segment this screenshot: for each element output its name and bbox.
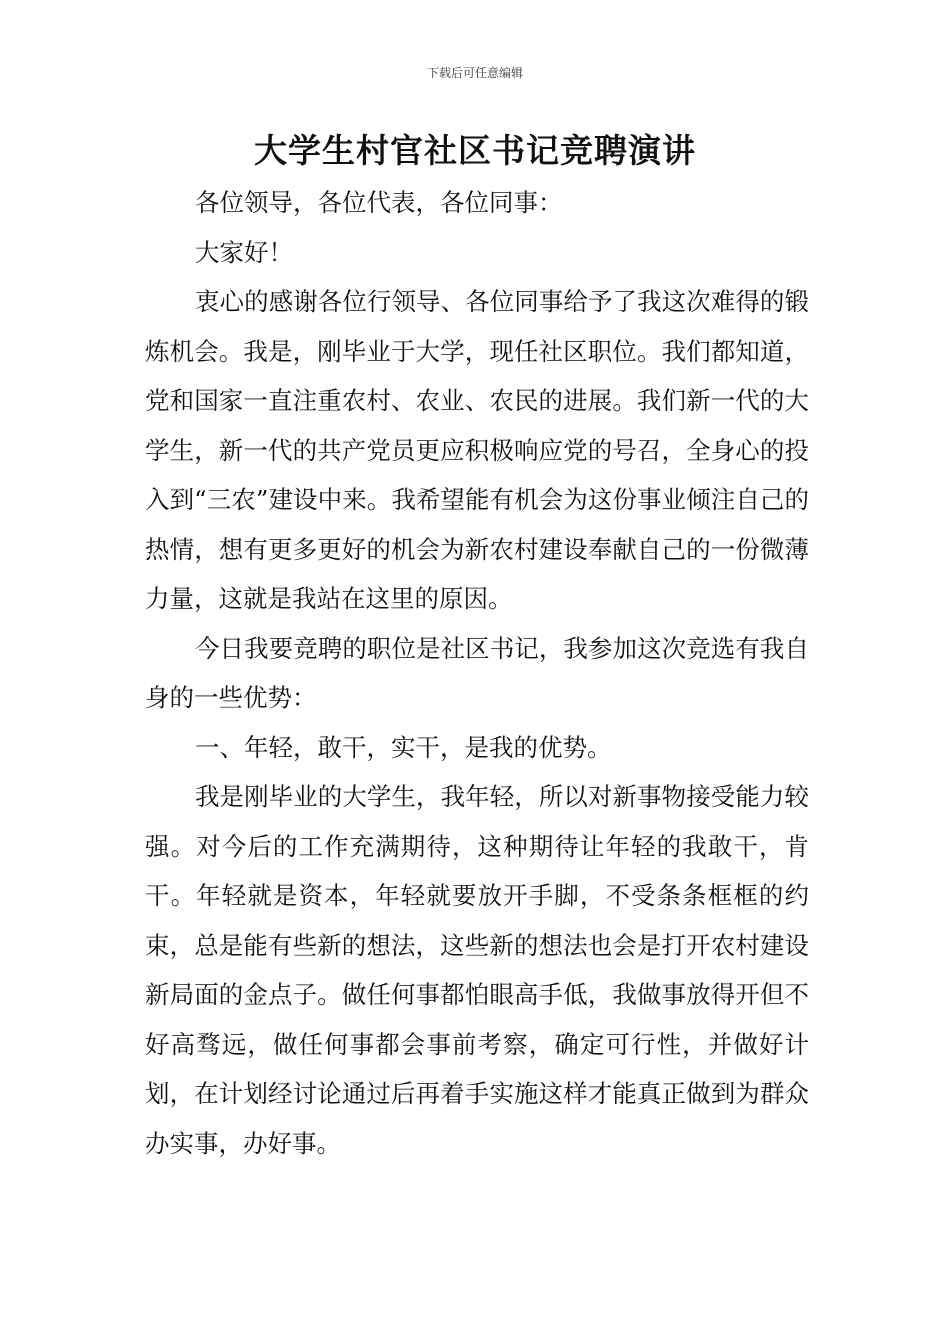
- header-note: 下载后可任意编辑: [426, 66, 523, 80]
- document-body: [145, 178, 809, 1168]
- paragraph-advantage-detail: 我是刚毕业的大学生，我年轻，所以对新事物接受能力较强。对今后的工作充满期待，这种期待让年轻的我敢干，肯干。年轻就是资本，年轻就要放开手脚，不受条条框框的约束，总是能有些新的想法，这些新的想法也会是打开农村建设新局面的金点子。做任何事都怕眼高手低，我做事放得开但不好高骛远，做任何事都会事前考察，确定可行性，并做好计划，在计划经讨论通过后再着手实施这样才能真正做到为群众办实事，办好事。: [145, 782, 809, 1158]
- paragraph-advantage-heading: 一、年轻，敢干，实干，是我的优势。: [195, 732, 612, 762]
- paragraph-intro: 衷心的感谢各位行领导、各位同事给予了我这次难得的锻炼机会。我是，刚毕业于大学，现任社区职位。我们都知道，党和国家一直注重农村、农业、农民的进展。我们新一代的大学生，新一代的共产党员更应积极响应党的号召，全身心的投入到“三农”建设中来。我希望能有机会为这份事业倾注自己的热情，想有更多更好的机会为新农村建设奉献自己的一份微薄力量，这就是我站在这里的原因。: [145, 287, 809, 613]
- document-title: 大学生村官社区书记竞聘演讲: [254, 131, 696, 170]
- paragraph-position: 今日我要竞聘的职位是社区书记，我参加这次竞选有我自身的一些优势：: [145, 633, 809, 712]
- paragraph-greeting: 大家好！: [195, 237, 293, 267]
- paragraph-salutation: 各位领导，各位代表，各位同事：: [195, 188, 563, 217]
